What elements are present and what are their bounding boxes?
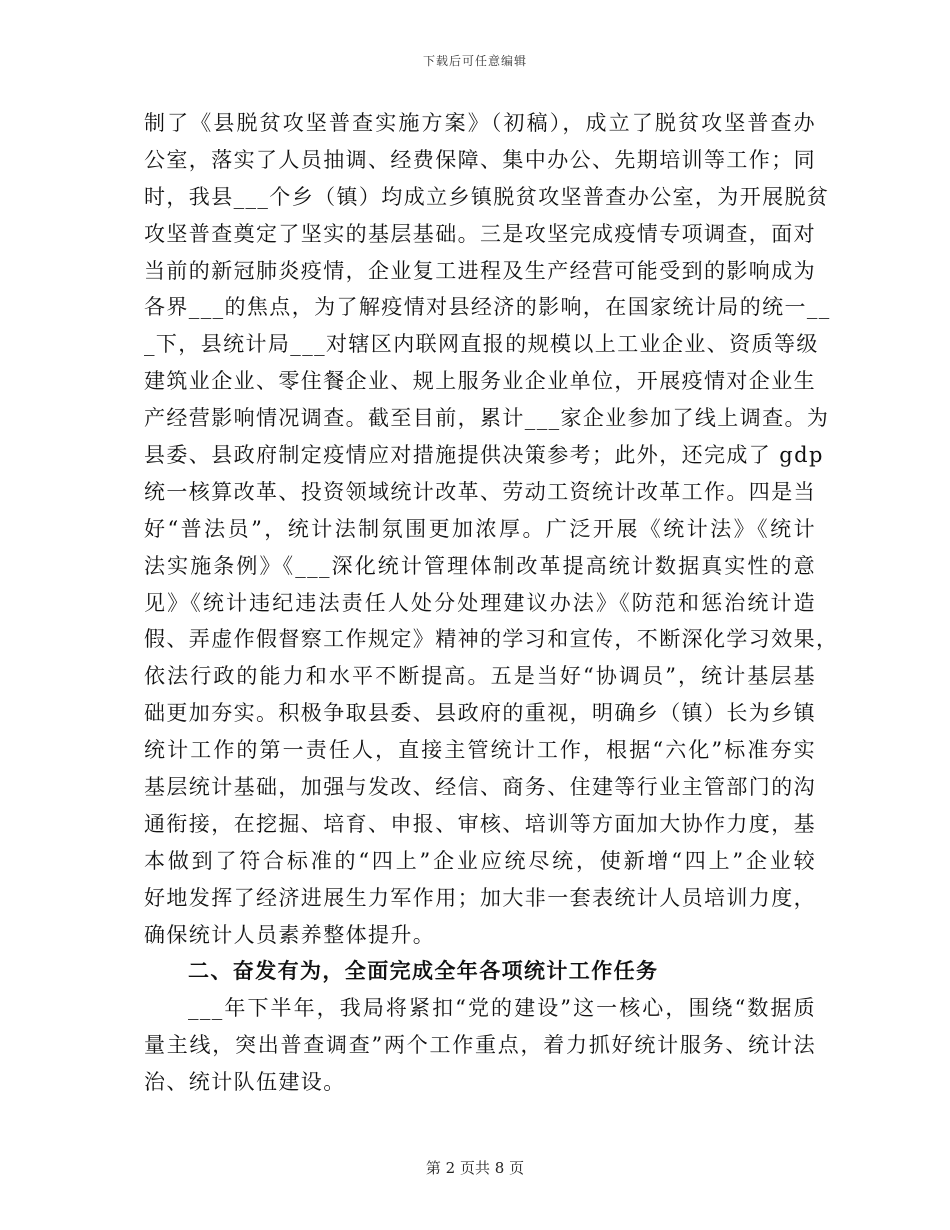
- text-line: 当前的新冠肺炎疫情，企业复工进程及生产经营可能受到的影响成为: [144, 258, 816, 283]
- text-line: ___年下半年，我局将紧扣“党的建设”这一核心，围绕“数据质: [188, 996, 816, 1021]
- text-line: 产经营影响情况调查。截至目前，累计___家企业参加了线上调查。为: [144, 406, 830, 431]
- text-line: 见》《统计违纪违法责任人处分处理建议办法》《防范和惩治统计造: [144, 590, 816, 615]
- text-line: 法实施条例》《___深化统计管理体制改革提高统计数据真实性的意: [144, 553, 816, 578]
- text-line: 公室，落实了人员抽调、经费保障、集中办公、先期培训等工作；同: [144, 147, 816, 172]
- text-line: 确保统计人员素养整体提升。: [144, 922, 436, 947]
- text-line: 时，我县___个乡（镇）均成立乡镇脱贫攻坚普查办公室，为开展脱贫: [144, 184, 830, 209]
- section-paragraph: [144, 990, 816, 1101]
- text-line: 好地发挥了经济进展生力军作用；加大非一套表统计人员培训力度，: [144, 885, 816, 910]
- page-header: 下载后可任意编辑: [422, 54, 527, 68]
- text-line: 通衔接，在挖掘、培育、申报、审核、培训等方面加大协作力度，基: [144, 811, 816, 836]
- paragraph-continuation: [144, 105, 839, 953]
- text-line: 假、弄虚作假督察工作规定》精神的学习和宣传，不断深化学习效果，: [144, 627, 839, 652]
- page-number: 第 2 页共 8 页: [425, 1159, 525, 1177]
- text-line: 统一核算改革、投资领域统计改革、劳动工资统计改革工作。四是当: [144, 479, 816, 504]
- text-line: 量主线，突出普查调查”两个工作重点，着力抓好统计服务、统计法: [144, 1033, 816, 1058]
- text-line: 基层统计基础，加强与发改、经信、商务、住建等行业主管部门的沟: [144, 775, 816, 800]
- text-line: 建筑业企业、零住餐企业、规上服务业企业单位，开展疫情对企业生: [144, 369, 816, 394]
- text-line: 县委、县政府制定疫情应对措施提供决策参考；此外，还完成了 gdp: [144, 443, 824, 468]
- text-line: 统计工作的第一责任人，直接主管统计工作，根据“六化”标准夯实: [144, 738, 816, 763]
- document-body: [144, 105, 839, 1101]
- text-line: 好“普法员”，统计法制氛围更加浓厚。广泛开展《统计法》《统计: [144, 516, 816, 541]
- text-line: 础更加夯实。积极争取县委、县政府的重视，明确乡（镇）长为乡镇: [144, 701, 816, 726]
- text-line: 依法行政的能力和水平不断提高。五是当好“协调员”，统计基层基: [144, 664, 816, 689]
- text-line: 各界___的焦点，为了解疫情对县经济的影响，在国家统计局的统一__: [144, 295, 831, 320]
- text-line: 攻坚普查奠定了坚实的基层基础。三是攻坚完成疫情专项调查，面对: [144, 221, 816, 246]
- section-heading: 二、奋发有为，全面完成全年各项统计工作任务: [188, 958, 659, 984]
- text-line: 治、统计队伍建设。: [144, 1070, 346, 1095]
- text-line: _下，县统计局___对辖区内联网直报的规模以上工业企业、资质等级: [144, 332, 819, 357]
- text-line: 本做到了符合标准的“四上”企业应统尽统，使新增“四上”企业较: [144, 848, 816, 873]
- text-line: 制了《县脱贫攻坚普查实施方案》（初稿），成立了脱贫攻坚普查办: [144, 111, 816, 135]
